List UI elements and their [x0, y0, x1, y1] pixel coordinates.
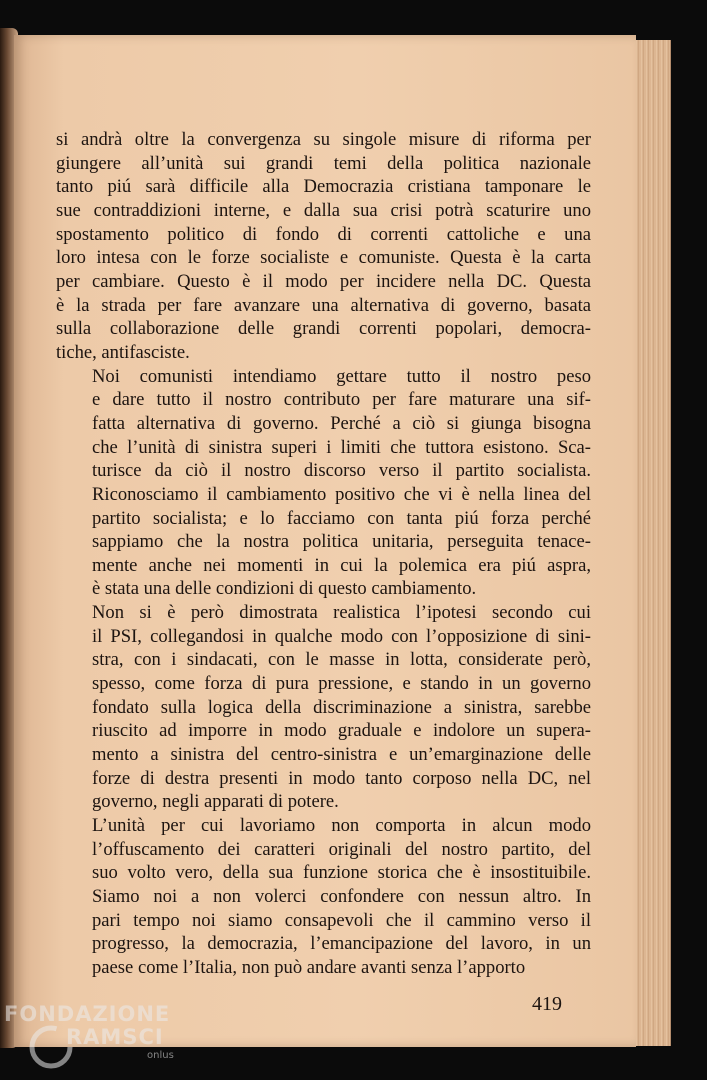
- paragraph: [56, 601, 591, 814]
- paragraph: [56, 128, 591, 365]
- text-line: si andrà oltre la convergenza su singole misure di riforma per: [56, 129, 591, 150]
- text-line: tanto piú sarà difficile alla Democrazia cristiana tamponare le: [56, 176, 591, 198]
- page-edges: [630, 40, 671, 1046]
- text-line: partito socialista; e lo facciamo con tanta piú forza perché: [92, 507, 591, 529]
- text-line: fondato sulla logica della discriminazione a sinistra, sarebbe: [92, 696, 591, 718]
- text-line: spesso, come forza di pura pressione, e stando in un governo: [92, 673, 591, 695]
- text-line: Non si è però dimostrata realistica l’ipotesi secondo cui: [92, 602, 591, 624]
- text-line: Siamo noi a non volerci confondere con nessun altro. In: [92, 886, 591, 907]
- text-line: che l’unità di sinistra superi i limiti che tuttora esistono. Sca-: [92, 436, 591, 458]
- text-line: il PSI, collegandosi in qualche modo con l’opposizione di sini-: [92, 625, 591, 647]
- text-line: per cambiare. Questo è il modo per incidere nella DC. Questa: [56, 270, 591, 292]
- text-line: è stata una delle condizioni di questo cambiamento.: [92, 578, 477, 600]
- book-page: [14, 35, 636, 1047]
- watermark: [4, 1002, 204, 1072]
- text-line: turisce da ciò il nostro discorso verso il partito socialista.: [92, 460, 591, 482]
- text-line: riuscito ad imporre in modo graduale e indolore un supera-: [92, 720, 591, 742]
- text-line: L’unità per cui lavoriamo non comporta in alcun modo: [92, 815, 591, 837]
- text-line: fatta alternativa di governo. Perché a ciò si giunga bisogna: [92, 412, 591, 434]
- text-line: sue contraddizioni interne, e dalla sua crisi potrà scaturire uno: [56, 199, 591, 221]
- text-line: pari tempo noi siamo consapevoli che il cammino verso il: [92, 909, 591, 931]
- text-line: mente anche nei momenti in cui la polemica era piú aspra,: [92, 554, 591, 576]
- text-line: forze di destra presenti in modo tanto corposo nella DC, nel: [92, 767, 591, 789]
- text-line: sulla collaborazione delle grandi correnti popolari, democra-: [56, 318, 591, 340]
- text-line: stra, con i sindacati, con le masse in lotta, considerate però,: [92, 649, 591, 671]
- page-number: 419: [532, 993, 562, 1015]
- text-line: l’offuscamento dei caratteri originali del nostro partito, del: [92, 838, 591, 860]
- text-line: progresso, la democrazia, l’emancipazione del lavoro, in un: [92, 933, 591, 955]
- paragraph: [56, 365, 591, 602]
- text-line: spostamento politico di fondo di correnti cattoliche e una: [56, 223, 591, 245]
- text-line: Noi comunisti intendiamo gettare tutto il nostro peso: [92, 365, 591, 387]
- text-line: tiche, antifasciste.: [56, 341, 190, 363]
- text-line: giungere all’unità sui grandi temi della politica nazionale: [56, 152, 591, 174]
- watermark-line-1: FONDAZIONE: [4, 1002, 171, 1026]
- body-text: [56, 128, 591, 980]
- text-line: governo, negli apparati di potere.: [92, 791, 339, 813]
- text-line: suo volto vero, della sua funzione storica che è insostituibile.: [92, 862, 591, 884]
- watermark-line-2: RAMSCI: [66, 1025, 164, 1049]
- text-line: e dare tutto il nostro contributo per fare maturare una sif-: [92, 389, 591, 411]
- text-line: sappiamo che la nostra politica unitaria, perseguita tenace-: [92, 531, 591, 553]
- text-line: paese come l’Italia, non può andare avanti senza l’apporto: [92, 956, 526, 978]
- watermark-suffix: onlus: [147, 1050, 174, 1061]
- paragraph: [56, 814, 591, 980]
- text-line: Riconosciamo il cambiamento positivo che vi è nella linea del: [92, 483, 591, 505]
- text-line: mento a sinistra del centro-sinistra e un’emarginazione delle: [92, 744, 591, 766]
- text-line: è la strada per fare avanzare una alternativa di governo, basata: [56, 294, 591, 316]
- text-line: loro intesa con le forze socialiste e comuniste. Questa è la carta: [56, 247, 591, 269]
